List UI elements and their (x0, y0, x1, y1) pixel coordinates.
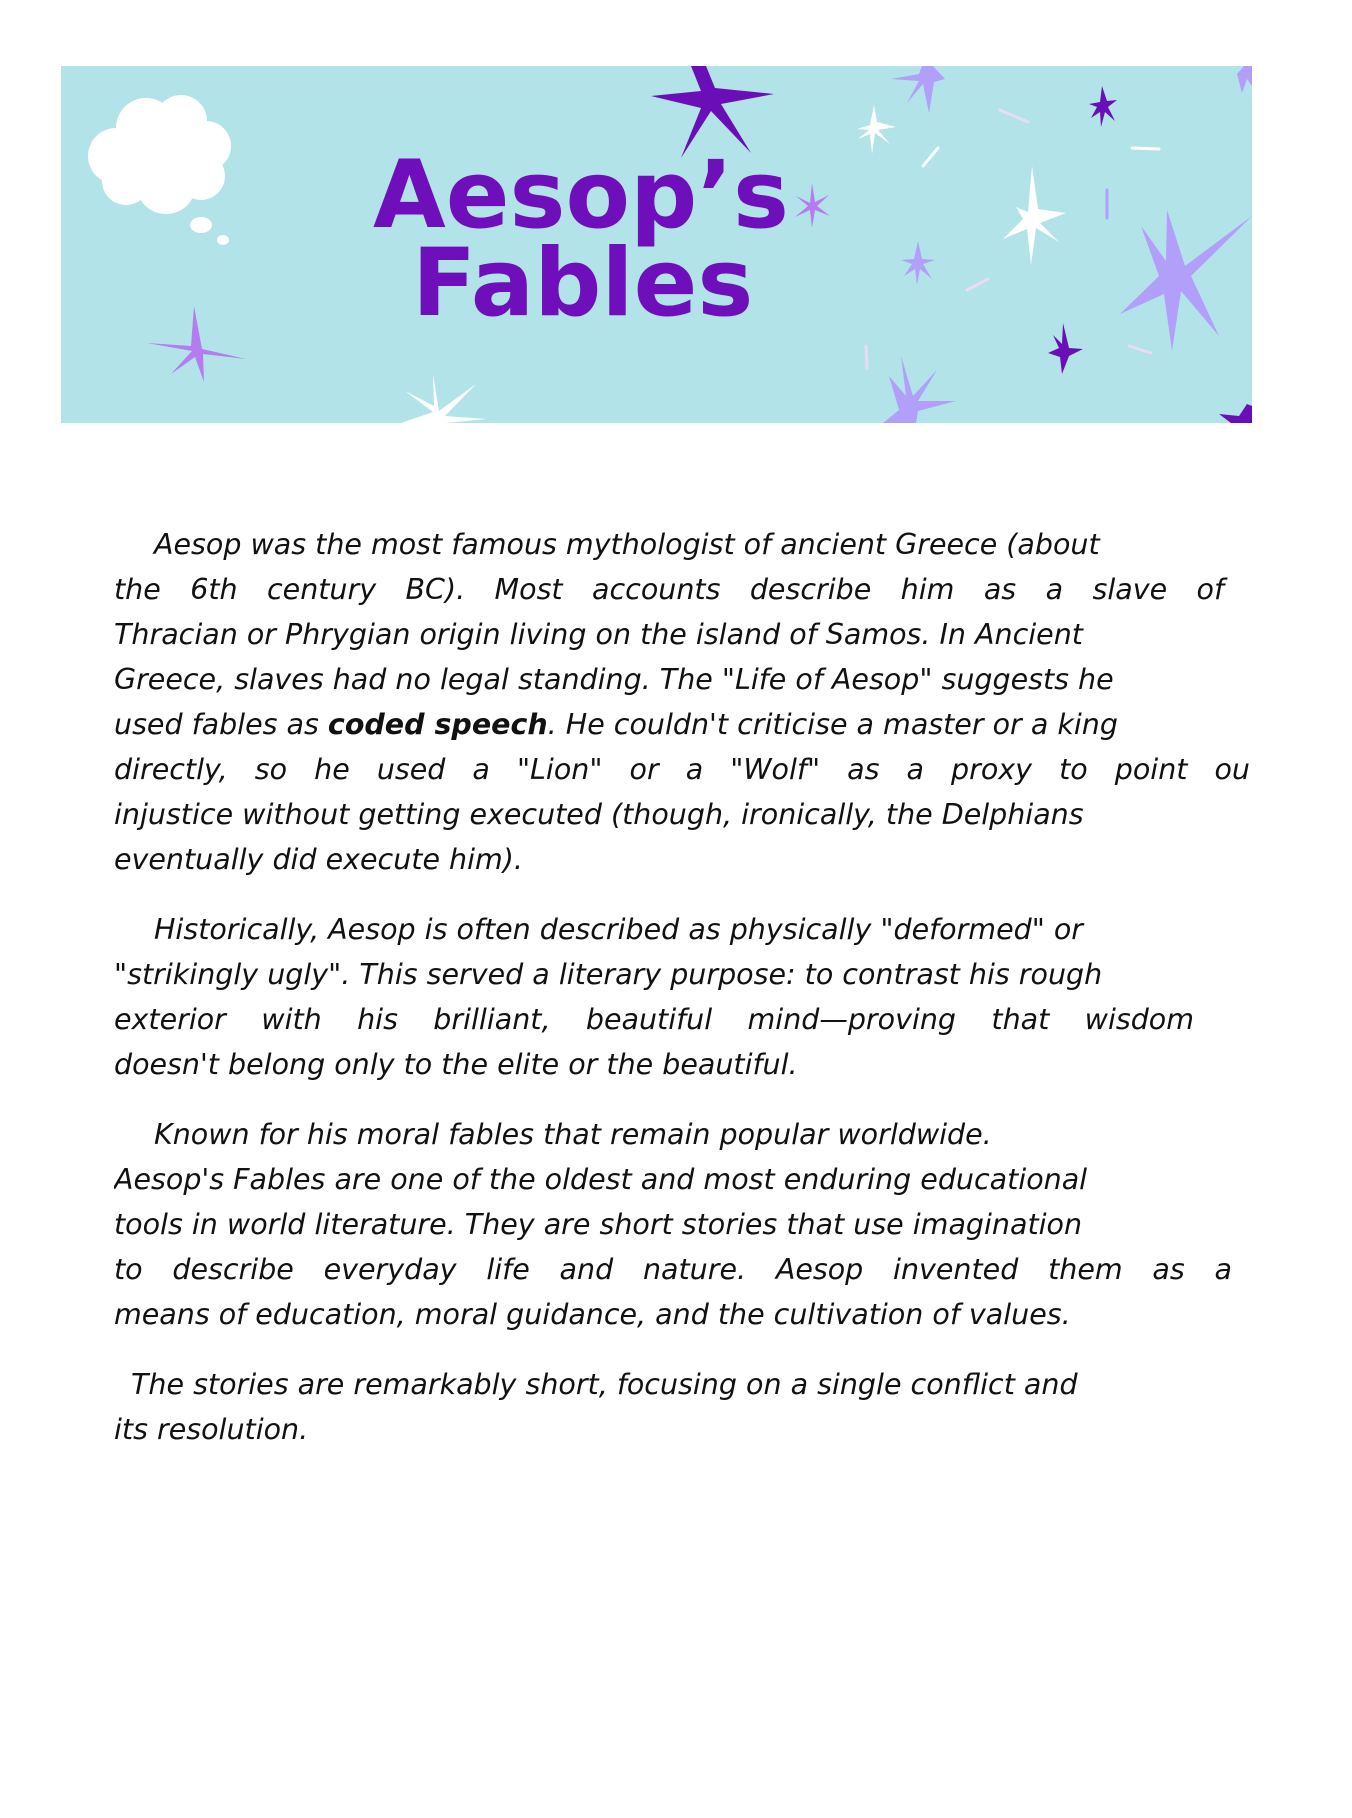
text-line: The stories are remarkably short, focusing on a single conflict and (131, 1368, 1078, 1401)
text-line: doesn't belong only to the elite or the beautiful. (114, 1048, 798, 1081)
emphasis-coded-speech: coded speech (327, 708, 548, 741)
text-line (114, 702, 1118, 747)
text-line: Historically, Aesop is often described as physically "deformed" or (154, 913, 1084, 946)
text-line: tools in world literature. They are short stories that use imagination (114, 1208, 1083, 1241)
text-line: to describe everyday life and nature. Aesop invented them as a (114, 1253, 1232, 1286)
text-line: "strikingly ugly". This served a literary purpose: to contrast his rough (114, 958, 1103, 991)
text-line: Greece, slaves had no legal standing. The "Life of Aesop" suggests he (114, 663, 1114, 696)
text-line: Aesop was the most famous mythologist of ancient Greece (about (154, 528, 1100, 561)
text-line: Thracian or Phrygian origin living on the island of Samos. In Ancient (114, 618, 1083, 651)
text-line: injustice without getting executed (though, ironically, the Delphians (114, 798, 1084, 831)
article-body (114, 0, 1250, 1818)
text-line: means of education, moral guidance, and the cultivation of values. (114, 1298, 1071, 1331)
text-line: exterior with his brilliant, beautiful mind—proving that wisdom (114, 1003, 1194, 1036)
title-line-2: Fables (412, 229, 754, 338)
text-line: Known for his moral fables that remain popular worldwide. (154, 1118, 992, 1151)
text-run: . He couldn't criticise a master or a king (547, 708, 1118, 741)
text-line: Aesop's Fables are one of the oldest and most enduring educational (114, 1163, 1088, 1196)
text-run: used fables as (114, 708, 328, 741)
text-line: eventually did execute him). (114, 843, 523, 876)
text-line: the 6th century BC). Most accounts describe him as a slave of (114, 573, 1224, 606)
text-line: directly, so he used a "Lion" or a "Wolf" as a proxy to point ou (114, 753, 1250, 786)
text-line: its resolution. (114, 1413, 309, 1446)
title-line-1: Aesop’s (373, 141, 789, 250)
